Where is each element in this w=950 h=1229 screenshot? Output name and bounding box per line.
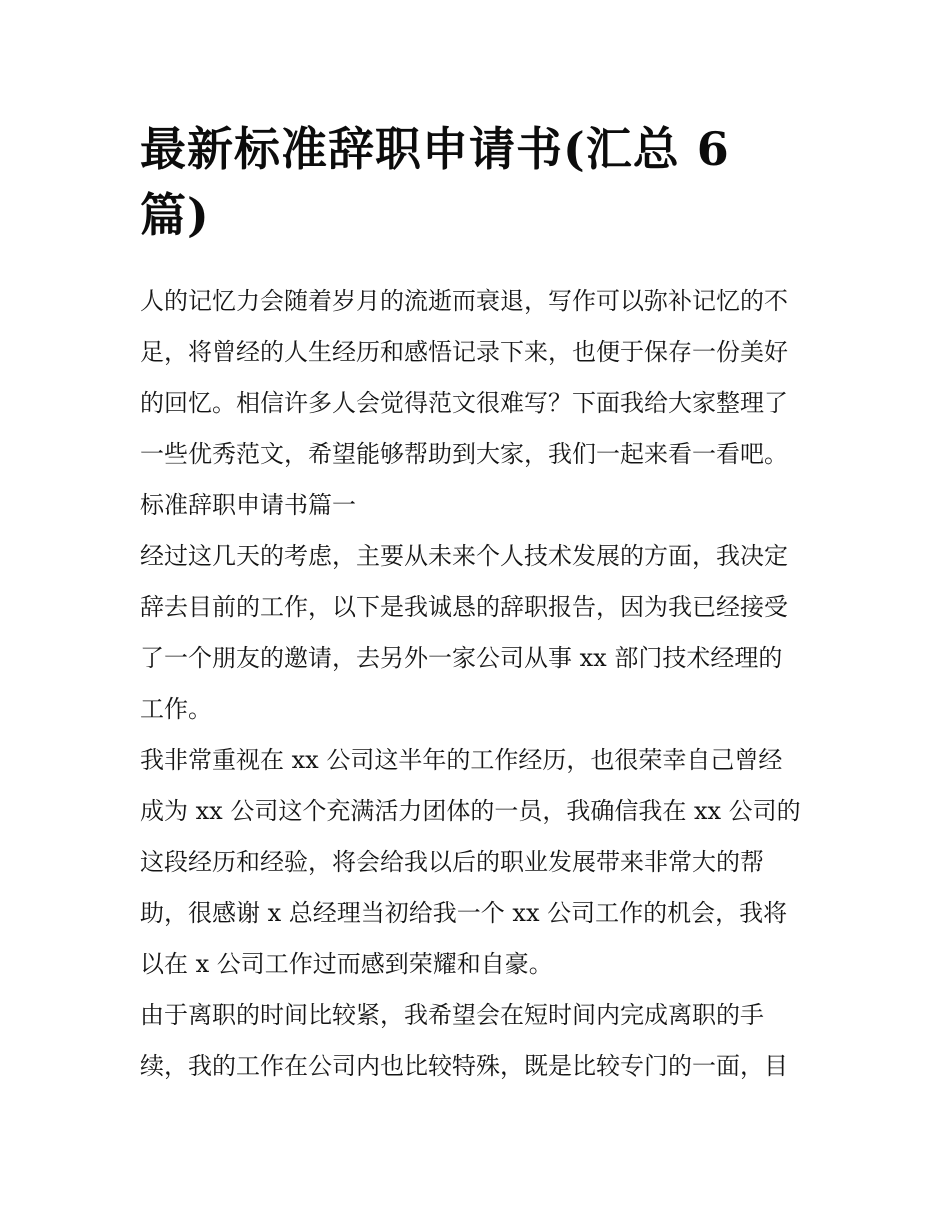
paragraph-line: 我非常重视在 xx 公司这半年的工作经历，也很荣幸自己曾经 [140, 746, 783, 774]
document-body [140, 276, 840, 1092]
paragraph-line: 这段经历和经验，将会给我以后的职业发展带来非常大的帮 [140, 848, 764, 876]
intro-line: 足，将曾经的人生经历和感悟记录下来，也便于保存一份美好 [140, 338, 788, 366]
paragraph-line: 了一个朋友的邀请，去另外一家公司从事 xx 部门技术经理的 [140, 644, 783, 672]
title-line-1: 最新标准辞职申请书(汇总 6 [140, 122, 730, 176]
section-heading: 标准辞职申请书篇一 [140, 491, 356, 519]
paragraph-line: 工作。 [140, 695, 212, 723]
paragraph-line: 助，很感谢 x 总经理当初给我一个 xx 公司工作的机会，我将 [140, 899, 788, 927]
intro-line: 人的记忆力会随着岁月的流逝而衰退，写作可以弥补记忆的不 [140, 287, 788, 315]
paragraph-line: 经过这几天的考虑，主要从未来个人技术发展的方面，我决定 [140, 542, 788, 570]
paragraph-line: 由于离职的时间比较紧，我希望会在短时间内完成离职的手 [140, 1001, 764, 1029]
document-title [140, 116, 820, 248]
paragraph-line: 以在 x 公司工作过而感到荣耀和自豪。 [140, 950, 553, 978]
paragraph-line: 续，我的工作在公司内也比较特殊，既是比较专门的一面，目 [140, 1052, 788, 1080]
title-line-2: 篇) [140, 188, 210, 242]
paragraph-line: 成为 xx 公司这个充满活力团体的一员，我确信我在 xx 公司的 [140, 797, 801, 825]
paragraph-line: 辞去目前的工作，以下是我诚恳的辞职报告，因为我已经接受 [140, 593, 788, 621]
intro-line: 一些优秀范文，希望能够帮助到大家，我们一起来看一看吧。 [140, 440, 788, 468]
intro-line: 的回忆。相信许多人会觉得范文很难写？下面我给大家整理了 [140, 389, 788, 417]
